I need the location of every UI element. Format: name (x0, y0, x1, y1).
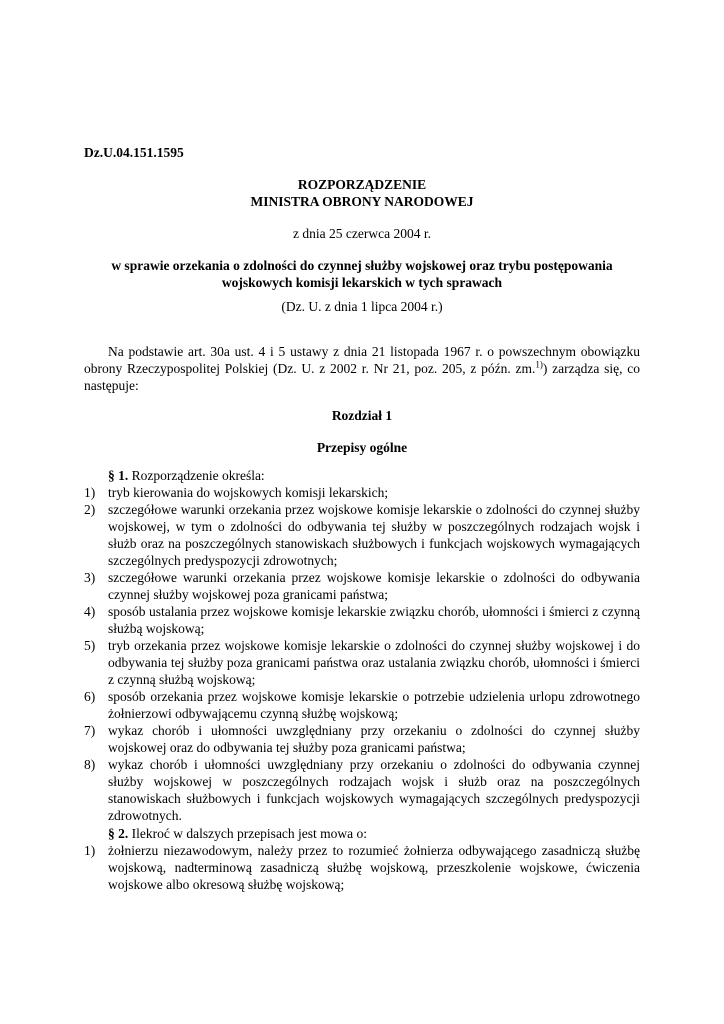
title-line-1: ROZPORZĄDZENIE (297, 177, 427, 192)
list-item-text: tryb kierowania do wojskowych komisji lekarskich; (108, 485, 389, 500)
section-2-heading (108, 825, 367, 842)
publication-note: (Dz. U. z dnia 1 lipca 2004 r.) (281, 299, 443, 314)
legal-basis-end: ) zarządza się, co następuje: (84, 361, 640, 393)
list-item (84, 688, 640, 722)
document-subject: w sprawie orzekania o zdolności do czynnej służby wojskowej oraz trybu postępowania wojskowych komisji lekarskich w tych sprawach (111, 258, 613, 290)
section-2-intro: Ilekroć w dalszych przepisach jest mowa o: (128, 826, 368, 841)
section-1-heading (108, 467, 265, 484)
list-item-text: żołnierzu niezawodowym, należy przez to rozumieć żołnierza odbywającego zasadniczą służbę wojskową, nadterminową zasadniczą służbę wojskową, przeszkolenie wojskowe, ćwiczenia wojskowe albo okresową służbę wojskową; (108, 843, 640, 892)
list-item (84, 501, 640, 569)
list-item-text: sposób ustalania przez wojskowe komisje lekarskie związku chorób, ułomności i śmierci z czynną służbą wojskową; (108, 604, 640, 636)
list-item (84, 603, 640, 637)
section-1-intro: Rozporządzenie określa: (128, 468, 265, 483)
list-item-text: tryb orzekania przez wojskowe komisje lekarskie o zdolności do czynnej służby wojskowej i do odbywania tej służby poza granicami państwa oraz ustalania związku chorób, ułomności i śmierci z czynną służbą wojskową; (108, 638, 640, 687)
section-1-mark: § 1. (108, 468, 129, 483)
list-item-number: 1) (84, 843, 96, 858)
list-item-number: 2) (84, 502, 96, 517)
list-item (84, 842, 640, 893)
list-item-text: wykaz chorób i ułomności uwzględniany przy orzekaniu o zdolności do odbywania czynnej służby wojskowej w poszczególnych rodzajach wojsk i służb oraz na poszczególnych stanowiskach służbowych i funkcjach wojskowych wymagających szczególnych predyspozycji zdrowotnych. (108, 757, 640, 823)
list-item (84, 756, 640, 824)
list-item-number: 8) (84, 757, 96, 772)
chapter-title: Przepisy ogólne (316, 440, 408, 455)
list-item-number: 1) (84, 485, 96, 500)
list-item-text: wykaz chorób i ułomności uwzględniany przy orzekaniu o zdolności do czynnej służby wojskowej oraz do odbywania tej służby poza granicami państwa; (108, 723, 640, 755)
list-item-text: szczegółowe warunki orzekania przez wojskowe komisje lekarskie o zdolności do odbywania czynnej służby wojskowej poza granicami państwa; (108, 570, 640, 602)
legal-basis (84, 343, 640, 394)
list-item-number: 6) (84, 689, 96, 704)
list-item-number: 5) (84, 638, 96, 653)
section-2-list (84, 842, 640, 893)
footnote-marker: 1) (535, 359, 543, 370)
document-date: z dnia 25 czerwca 2004 r. (293, 226, 431, 241)
section-2-mark: § 2. (108, 826, 129, 841)
list-item (84, 722, 640, 756)
list-item-number: 7) (84, 723, 96, 738)
legal-basis-text: Na podstawie art. 30a ust. 4 i 5 ustawy z dnia 21 listopada 1967 r. o powszechnym obowiązku obrony Rzeczypospolitej Polskiej (Dz. U. z 2002 r. Nr 21, poz. 205, z późn. zm. (84, 344, 640, 376)
list-item-text: sposób orzekania przez wojskowe komisje lekarskie o potrzebie udzielenia urlopu zdrowotnego żołnierzowi odbywającemu czynną służbę wojskową; (108, 689, 640, 721)
list-item-number: 3) (84, 570, 96, 585)
title-line-2: MINISTRA OBRONY NARODOWEJ (250, 194, 474, 209)
list-item (84, 569, 640, 603)
list-item (84, 484, 640, 501)
list-item-number: 4) (84, 604, 96, 619)
section-1-list (84, 484, 640, 824)
list-item-text: szczegółowe warunki orzekania przez wojskowe komisje lekarskie o zdolności do czynnej służby wojskowej, w tym o zdolności do odbywania tej służby w poszczególnych rodzajach wojsk i służb oraz na poszczególnych stanowiskach służbowych i funkcjach wojskowych wymagających szczególnych predyspozycji zdrowotnych; (108, 502, 640, 568)
document-id: Dz.U.04.151.1595 (84, 145, 184, 160)
chapter-label: Rozdział 1 (331, 408, 393, 423)
list-item (84, 637, 640, 688)
